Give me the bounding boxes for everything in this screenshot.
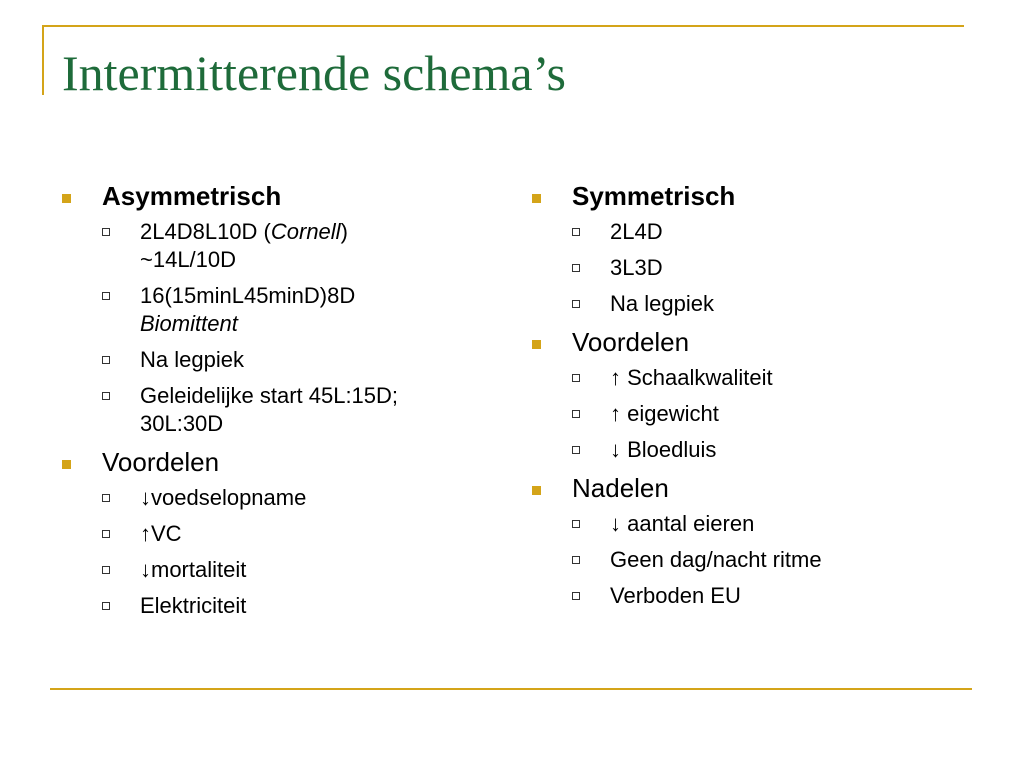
item-text: 2L4D [610, 219, 663, 244]
hollow-square-bullet-icon [572, 592, 580, 600]
square-bullet-icon [532, 194, 541, 203]
hollow-square-bullet-icon [102, 356, 110, 364]
list-item [572, 436, 970, 464]
item-text: ↑ eigewicht [610, 401, 719, 426]
left-column [60, 180, 490, 628]
list-item [102, 484, 490, 512]
bullet-label: Voordelen [102, 447, 220, 477]
frame-top-line [42, 25, 964, 27]
list-item [572, 364, 970, 392]
voordelen-sublist [102, 484, 490, 620]
list-item [102, 346, 490, 374]
bullet-nadelen [530, 472, 970, 610]
right-column [530, 180, 970, 618]
hollow-square-bullet-icon [572, 374, 580, 382]
list-item [102, 520, 490, 548]
hollow-square-bullet-icon [572, 228, 580, 236]
hollow-square-bullet-icon [102, 530, 110, 538]
list-item [102, 556, 490, 584]
bullet-label: Asymmetrisch [102, 181, 282, 211]
list-item [572, 254, 970, 282]
hollow-square-bullet-icon [102, 392, 110, 400]
hollow-square-bullet-icon [572, 556, 580, 564]
list-item [102, 218, 490, 274]
bullet-asymmetrisch [60, 180, 490, 438]
bullet-label: Nadelen [572, 473, 669, 503]
item-text: ↓ aantal eieren [610, 511, 755, 536]
slide-title: Intermitterende schema’s [62, 45, 566, 101]
item-text: 3L3D [610, 255, 663, 280]
frame-left-line [42, 25, 44, 95]
item-text: ↑VC [140, 521, 182, 546]
item-text: Geen dag/nacht ritme [610, 547, 822, 572]
list-item [572, 582, 970, 610]
item-text-italic: Biomittent [140, 311, 238, 336]
list-item [572, 546, 970, 574]
hollow-square-bullet-icon [102, 494, 110, 502]
item-text: ~14L/10D [140, 247, 237, 272]
bullet-voordelen-right [530, 326, 970, 464]
list-item [572, 400, 970, 428]
hollow-square-bullet-icon [572, 264, 580, 272]
asymmetrisch-sublist [102, 218, 490, 438]
list-item [102, 282, 490, 338]
hollow-square-bullet-icon [572, 410, 580, 418]
square-bullet-icon [62, 194, 71, 203]
square-bullet-icon [532, 486, 541, 495]
item-text: Elektriciteit [140, 593, 247, 618]
list-item [572, 510, 970, 538]
hollow-square-bullet-icon [572, 520, 580, 528]
symmetrisch-sublist [572, 218, 970, 318]
item-text-italic: Cornell [270, 219, 341, 244]
bullet-label: Symmetrisch [572, 181, 736, 211]
hollow-square-bullet-icon [572, 300, 580, 308]
hollow-square-bullet-icon [102, 566, 110, 574]
item-text: 30L:30D [140, 411, 224, 436]
hollow-square-bullet-icon [102, 292, 110, 300]
item-text: Verboden EU [610, 583, 741, 608]
hollow-square-bullet-icon [572, 446, 580, 454]
item-text: ↓ Bloedluis [610, 437, 717, 462]
bullet-symmetrisch [530, 180, 970, 318]
hollow-square-bullet-icon [102, 228, 110, 236]
bullet-label: Voordelen [572, 327, 690, 357]
list-item [102, 592, 490, 620]
item-text: ↓voedselopname [140, 485, 307, 510]
voordelen-right-sublist [572, 364, 970, 464]
item-text: Geleidelijke start 45L:15D; [140, 383, 399, 408]
item-text: ↓mortaliteit [140, 557, 247, 582]
nadelen-sublist [572, 510, 970, 610]
list-item [102, 382, 490, 438]
square-bullet-icon [532, 340, 541, 349]
bullet-voordelen [60, 446, 490, 620]
list-item [572, 290, 970, 318]
hollow-square-bullet-icon [102, 602, 110, 610]
item-text: 16(15minL45minD)8D [140, 283, 356, 308]
list-item [572, 218, 970, 246]
frame-bottom-line [50, 688, 972, 690]
item-text: Na legpiek [140, 347, 244, 372]
square-bullet-icon [62, 460, 71, 469]
item-text: ↑ Schaalkwaliteit [610, 365, 773, 390]
item-text: ) [340, 219, 348, 244]
item-text: 2L4D8L10D ( [140, 219, 271, 244]
item-text: Na legpiek [610, 291, 714, 316]
